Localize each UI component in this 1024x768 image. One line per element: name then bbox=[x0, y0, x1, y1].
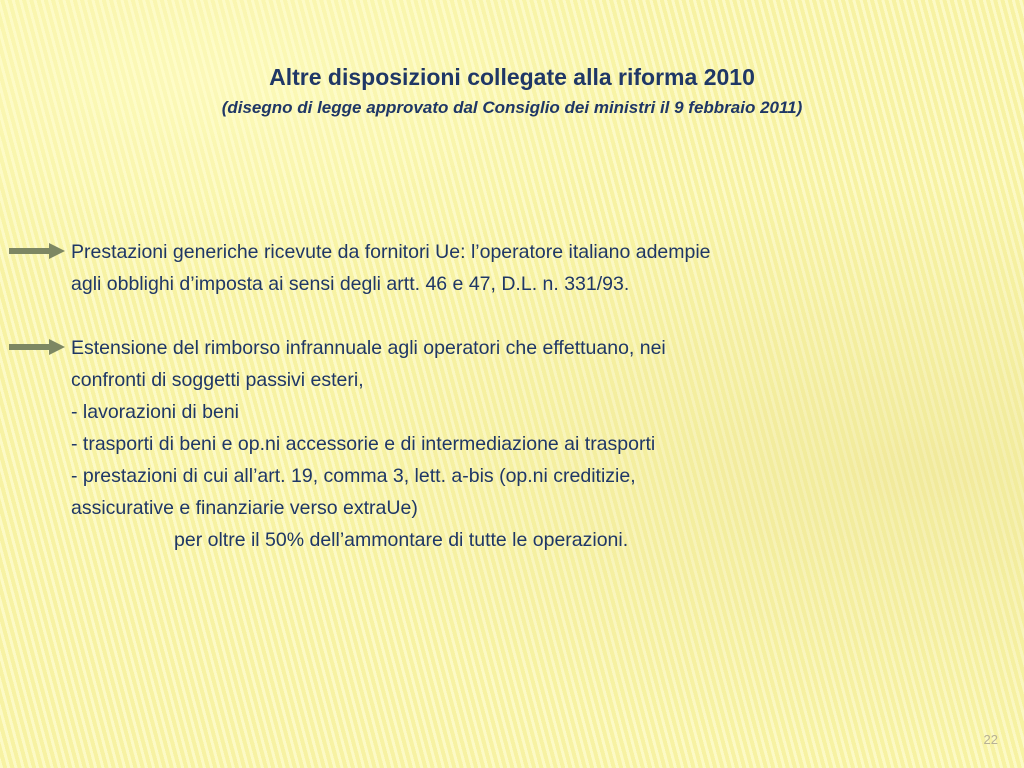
conclusion-line: per oltre il 50% dell’ammontare di tutte le operazioni. bbox=[174, 529, 629, 551]
page-number: 22 bbox=[983, 732, 998, 747]
sub-item-line: - trasporti di beni e op.ni accessorie e di intermediazione ai trasporti bbox=[71, 433, 656, 455]
sub-item-line: - lavorazioni di beni bbox=[71, 401, 240, 423]
bullet-text-line: confronti di soggetti passivi esteri, bbox=[71, 369, 364, 391]
sub-item-line: assicurative e finanziarie verso extraUe) bbox=[71, 497, 418, 519]
slide-subtitle: (disegno di legge approvato dal Consiglio dei ministri il 9 febbraio 2011) bbox=[221, 98, 803, 117]
bullet-text-line: Prestazioni generiche ricevute da fornitori Ue: l’operatore italiano adempie bbox=[71, 241, 711, 263]
right-arrow-icon bbox=[9, 339, 65, 355]
right-arrow-icon bbox=[9, 243, 65, 259]
slide-title: Altre disposizioni collegate alla riforma 2010 bbox=[269, 64, 755, 90]
bullet-item bbox=[71, 236, 951, 300]
bullet-text-line: agli obblighi d’imposta ai sensi degli artt. 46 e 47, D.L. n. 331/93. bbox=[71, 273, 630, 295]
bullet-item bbox=[71, 332, 951, 556]
sub-item-line: - prestazioni di cui all’art. 19, comma 3, lett. a-bis (op.ni creditizie, bbox=[71, 465, 636, 487]
title-block bbox=[0, 62, 1024, 120]
bullet-text-line: Estensione del rimborso infrannuale agli operatori che effettuano, nei bbox=[71, 337, 666, 359]
slide-body bbox=[71, 236, 951, 556]
